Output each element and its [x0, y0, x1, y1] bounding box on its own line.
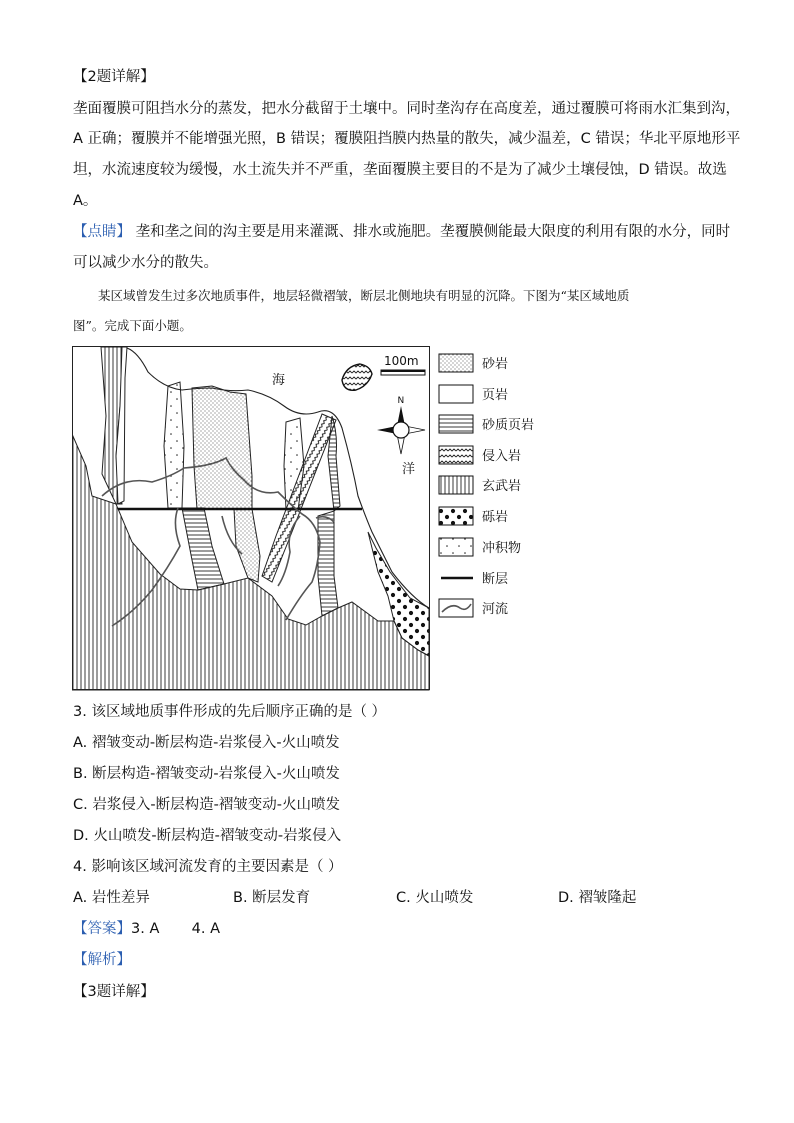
- bracket-open: 【: [73, 69, 88, 85]
- q3-option-b: B. 断层构造-褶皱变动-岩浆侵入-火山喷发: [73, 766, 340, 782]
- legend-label-river: 河流: [482, 602, 509, 617]
- section2-heading: [73, 67, 155, 87]
- q4-option-b: B. 断层发育: [233, 890, 311, 906]
- legend-swatch-basalt: [439, 476, 473, 494]
- legend-label-shale: 页岩: [482, 388, 509, 403]
- legend-label-intrusive: 侵入岩: [482, 449, 522, 464]
- q3-stem: 3. 该区域地质事件形成的先后顺序正确的是（ ）: [73, 704, 387, 720]
- section3-heading: [73, 982, 155, 1002]
- map-legend: [439, 354, 534, 617]
- legend-swatch-intrusive: [439, 446, 473, 464]
- bracket-close: 】: [140, 69, 155, 85]
- scale-bar: [381, 354, 425, 375]
- sea-label-2: 洋: [402, 462, 416, 477]
- section2-heading-label: 2题详解: [87, 69, 141, 85]
- legend-swatch-conglomerate: [439, 507, 473, 525]
- intro-line-1: 某区域曾发生过多次地质事件，地层轻微褶皱，断层北侧地块有明显的沉降。下图为“某区域地质: [98, 288, 630, 303]
- legend-swatch-alluvium: [439, 538, 473, 556]
- bracket-open: 【: [73, 984, 88, 1000]
- bracket-close: 】: [140, 984, 155, 1000]
- dianjing-text-1: 垄和垄之间的沟主要是用来灌溉、排水或施肥。垄覆膜侧能最大限度的利用有限的水分，同时: [131, 224, 731, 240]
- dianjing-line-2: 可以减少水分的散失。: [73, 255, 218, 271]
- analysis-label: 【解析】: [73, 952, 131, 968]
- section3-heading-label: 3题详解: [87, 984, 141, 1000]
- answer-label: 【答案】: [73, 921, 131, 937]
- scale-label: 100m: [384, 354, 419, 368]
- section2-line-1: 垄面覆膜可阻挡水分的蒸发，把水分截留于土壤中。同时垄沟存在高度差，通过覆膜可将雨水汇集到沟，: [73, 101, 740, 117]
- sea-label-1: 海: [272, 373, 286, 388]
- legend-swatch-sandy-shale: [439, 415, 473, 433]
- geological-map: [72, 346, 542, 692]
- q3-option-d: D. 火山喷发-断层构造-褶皱变动-岩浆侵入: [73, 828, 342, 844]
- section2-line-4: A。: [73, 193, 98, 209]
- answer-line: [73, 919, 220, 939]
- dianjing-line-1: [73, 222, 730, 242]
- legend-label-sandy-shale: 砂质页岩: [482, 418, 535, 433]
- legend-swatch-sandstone: [439, 354, 473, 372]
- section2-line-3: 坦，水流速度较为缓慢，水土流失并不严重，垄面覆膜主要目的不是为了减少土壤侵蚀，D 错误。故选: [73, 162, 727, 178]
- q4-option-a: A. 岩性差异: [73, 890, 150, 906]
- answer-text: 3. A 4. A: [131, 921, 220, 937]
- legend-label-basalt: 玄武岩: [482, 479, 522, 494]
- legend-label-fault: 断层: [482, 572, 509, 587]
- q4-stem: 4. 影响该区域河流发育的主要因素是（ ）: [73, 859, 343, 875]
- q4-option-c: C. 火山喷发: [396, 890, 474, 906]
- north-label: N: [397, 396, 405, 406]
- q3-option-a: A. 褶皱变动-断层构造-岩浆侵入-火山喷发: [73, 735, 340, 751]
- legend-swatch-shale: [439, 385, 473, 403]
- q4-option-d: D. 褶皱隆起: [558, 890, 637, 906]
- legend-label-conglomerate: 砾岩: [482, 510, 509, 525]
- q3-option-c: C. 岩浆侵入-断层构造-褶皱变动-火山喷发: [73, 797, 341, 813]
- legend-label-alluvium: 冲积物: [482, 541, 522, 556]
- section2-line-2: A 正确；覆膜并不能增强光照，B 错误；覆膜阻挡膜内热量的散失，减少温差，C 错误；华北平原地形平: [73, 131, 741, 147]
- legend-label-sandstone: 砂岩: [482, 357, 509, 372]
- dianjing-label: 【点睛】: [73, 224, 131, 240]
- intro-line-2: 图”。完成下面小题。: [73, 318, 192, 333]
